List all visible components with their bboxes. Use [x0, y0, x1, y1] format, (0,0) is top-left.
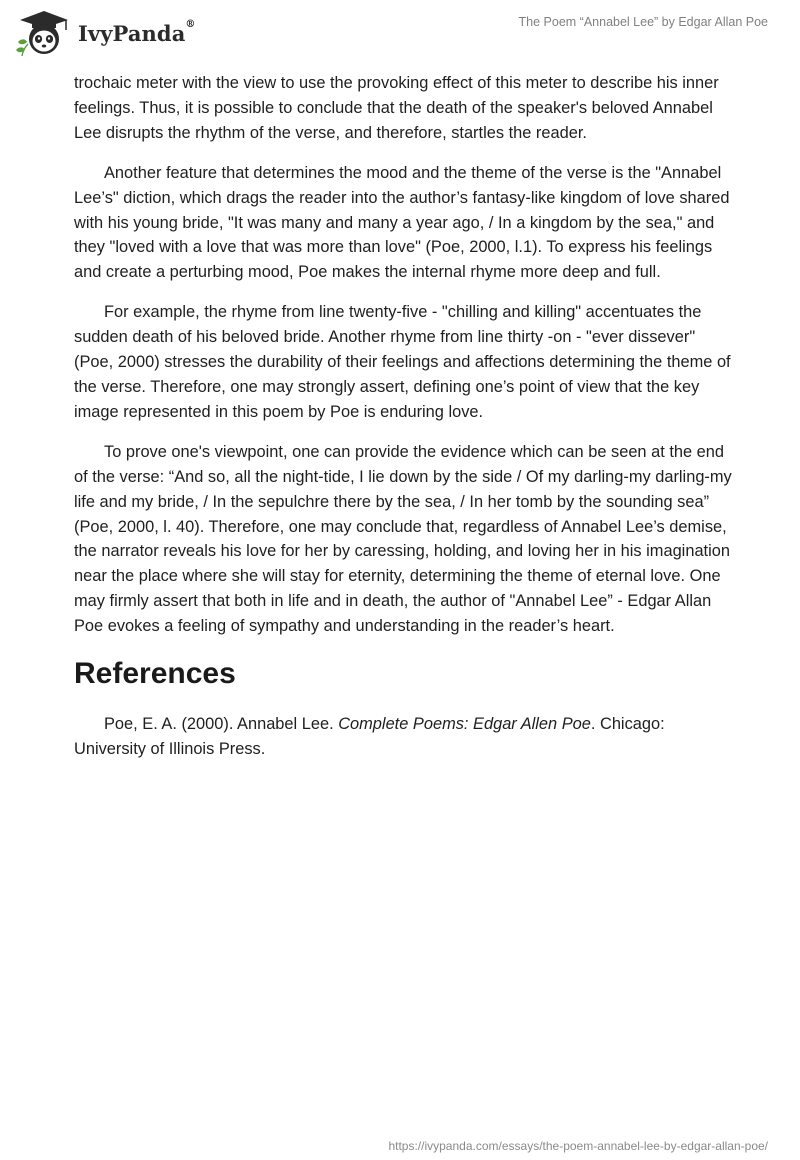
logo-wordmark: IvyPanda® [78, 19, 196, 46]
essay-body [74, 71, 734, 762]
reference-title: Complete Poems: Edgar Allen Poe [338, 715, 591, 734]
reference-entry [74, 712, 734, 762]
paragraph-continued: trochaic meter with the view to use the provoking effect of this meter to describe his inner feelings. Thus, it is possible to conclude that the death of the speaker's beloved Annabel Lee disrupts the rhythm of the verse, and therefore, startles the reader. [74, 74, 719, 142]
page-header [0, 0, 800, 64]
document-title: The Poem “Annabel Lee” by Edgar Allan Poe [518, 15, 768, 29]
references-heading: References [74, 657, 236, 691]
panda-graduate-icon [14, 8, 76, 58]
reference-prefix: Poe, E. A. (2000). Annabel Lee. [104, 715, 339, 734]
paragraph: Another feature that determines the mood and the theme of the verse is the "Annabel Lee’s" diction, which drags the reader into the author’s fantasy-like kingdom of love shared with his young bride, "It was many and many a year ago, / In a kingdom by the sea," and they "loved with a love that was more than love" (Poe, 2000, l.1). To express his feelings and create a perturbing mood, Poe makes the internal rhyme more deep and full. [74, 163, 730, 282]
paragraph: To prove one's viewpoint, one can provide the evidence which can be seen at the end of the verse: “And so, all the night-tide, I lie down by the side / Of my darling-my darling-my life and my bride, / In the sepulchre there by the sea, / In her tomb by the sounding sea” (Poe, 2000, l. 40). Therefore, one may conclude that, regardless of Annabel Lee’s demise, the narrator reveals his love for her by caressing, holding, and loving her in his imagination near the place where she will stay for eternity, determining the theme of eternal love. One may firmly assert that both in life and in death, the author of "Annabel Lee” - Edgar Allan Poe evokes a feeling of sympathy and understanding in the reader’s heart. [74, 442, 732, 636]
paragraph: For example, the rhyme from line twenty-five - "chilling and killing" accentuates the sudden death of his beloved bride. Another rhyme from line thirty -on - "ever dissever" (Poe, 2000) stresses the durability of their feelings and affections determining the theme of the verse. Therefore, one may strongly assert, defining one’s point of view that the key image represented in this poem by Poe is enduring love. [74, 303, 731, 421]
source-url[interactable]: https://ivypanda.com/essays/the-poem-annabel-lee-by-edgar-allan-poe/ [388, 1139, 768, 1153]
ivypanda-logo[interactable] [14, 8, 214, 58]
reference-suffix: . Chicago: University of Illinois Press. [74, 715, 665, 758]
